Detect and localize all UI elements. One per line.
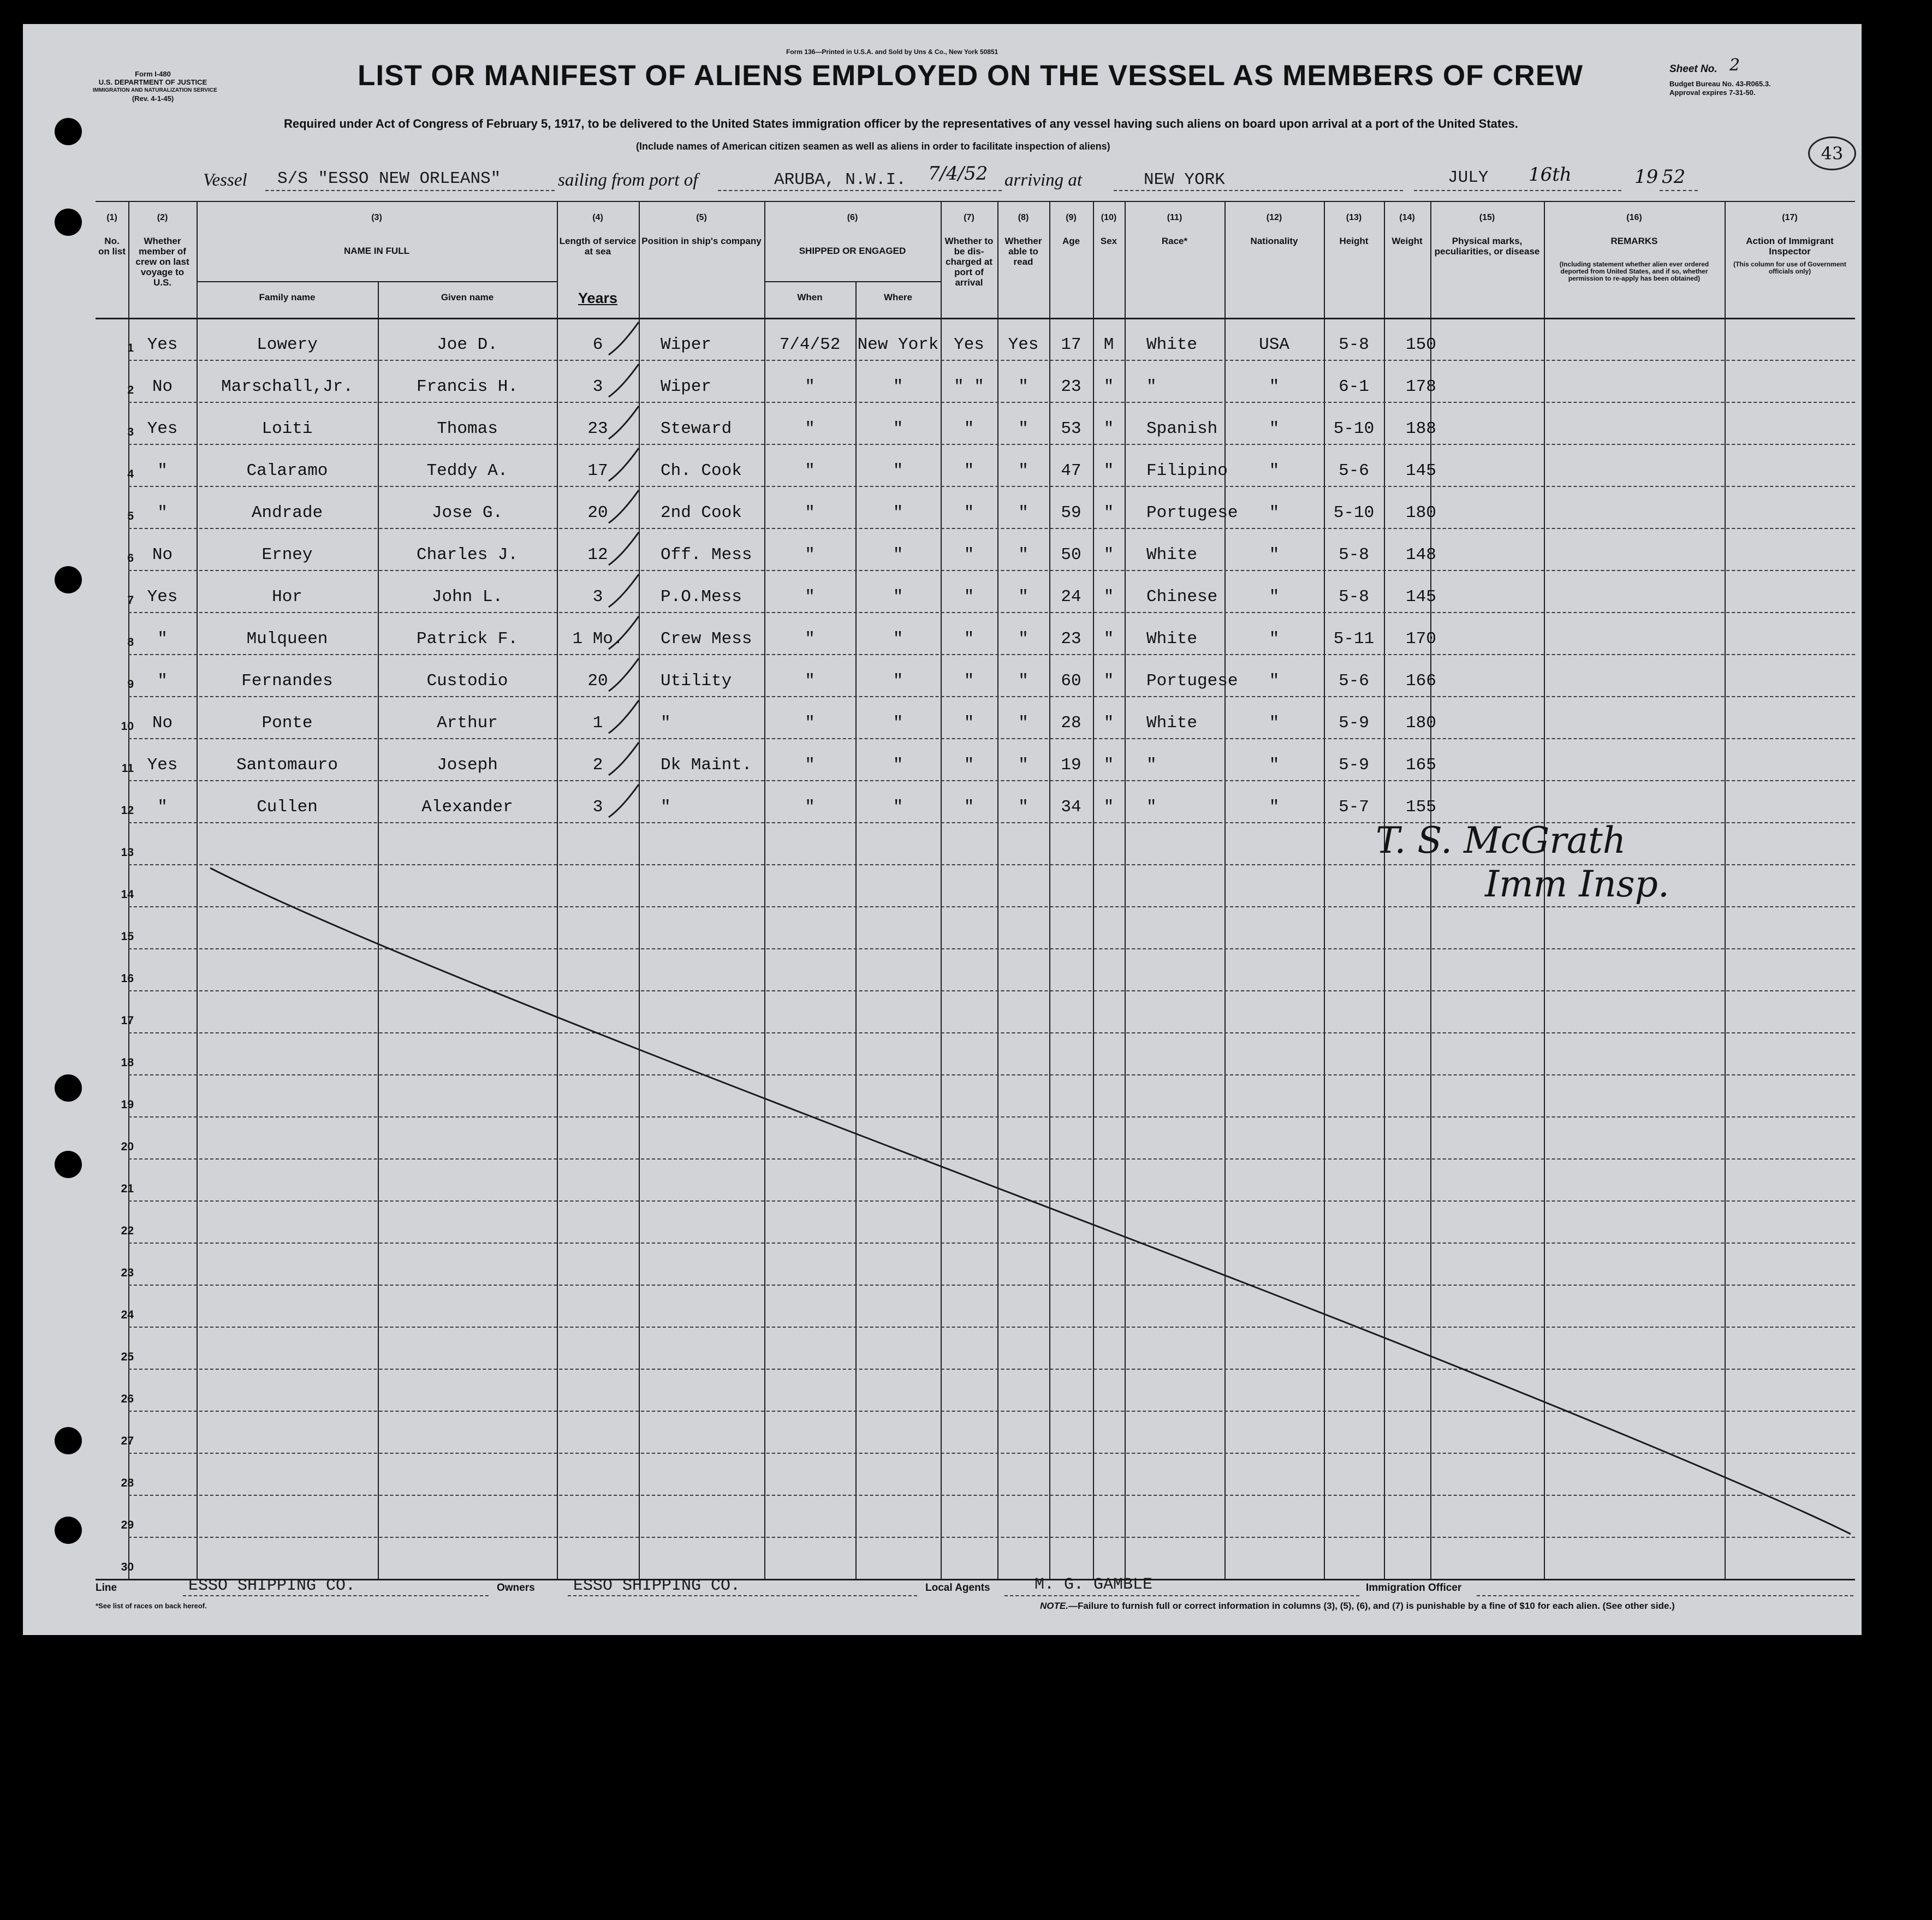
cell-height: 5-9 [1339, 756, 1369, 775]
cell-read: " [1018, 377, 1029, 396]
cell-sex: " [1103, 461, 1114, 480]
column-header: NAME IN FULL [344, 246, 409, 256]
cell-prev: Yes [147, 419, 178, 438]
row-number: 15 [121, 930, 134, 943]
column-note: (This column for use of Government officials only) [1733, 260, 1846, 275]
cell-height: 5-9 [1339, 714, 1369, 733]
cell-service: 6 [592, 335, 603, 354]
cell-weight: 145 [1406, 461, 1436, 480]
cell-read: " [1018, 503, 1029, 522]
cell-prev: No [152, 377, 173, 396]
cell-given: Joseph [437, 756, 498, 775]
cell-given: Alexander [421, 798, 513, 817]
column-header: Length of service at sea [559, 236, 637, 257]
cell-read: Yes [1008, 335, 1039, 354]
cell-where: " [893, 671, 903, 691]
cell-discharged: " " [954, 377, 984, 396]
page-title: LIST OR MANIFEST OF ALIENS EMPLOYED ON THE VESSEL AS MEMBERS OF CREW [358, 60, 1584, 92]
cell-age: 28 [1061, 714, 1081, 733]
cell-position: " [661, 714, 671, 733]
cell-where: " [893, 714, 903, 733]
row-number: 4 [127, 468, 134, 480]
row-number: 17 [121, 1014, 134, 1027]
cell-when: " [805, 714, 815, 733]
row-number: 23 [121, 1267, 134, 1279]
row-number: 29 [121, 1519, 134, 1531]
cell-nationality: " [1269, 461, 1280, 480]
cell-position: P.O.Mess [661, 587, 742, 607]
cell-age: 19 [1061, 756, 1081, 775]
row-number: 5 [127, 510, 134, 522]
blank-line [183, 1595, 489, 1596]
cell-service: 12 [587, 545, 608, 564]
column-header: Sex [1100, 236, 1117, 246]
column-header: Race* [1161, 236, 1188, 246]
cell-discharged: Yes [954, 335, 984, 354]
cell-race: " [1146, 756, 1157, 775]
revision: (Rev. 4-1-45) [132, 94, 174, 103]
cell-family: Mulqueen [246, 629, 328, 649]
cell-race: Filipino [1146, 461, 1228, 480]
column-number: (5) [696, 213, 707, 222]
cell-weight: 170 [1406, 629, 1436, 649]
column-header: No. on list [98, 236, 126, 257]
row-number: 25 [121, 1351, 134, 1363]
cell-prev: No [152, 714, 173, 733]
owners-label: Owners [497, 1582, 535, 1594]
column-number: (7) [964, 213, 974, 222]
races-note: *See list of races on back hereof. [96, 1602, 207, 1610]
cell-prev: Yes [147, 335, 178, 354]
cell-position: Ch. Cook [661, 461, 742, 480]
column-header: Height [1339, 236, 1369, 246]
year-prefix: 19 [1634, 166, 1658, 188]
cell-nationality: " [1269, 503, 1280, 522]
cell-weight: 166 [1406, 671, 1436, 691]
cell-family: Marschall,Jr. [221, 377, 353, 396]
cell-height: 5-7 [1339, 798, 1369, 817]
column-subheader: When [797, 292, 823, 302]
arrival-day: 16th [1529, 164, 1572, 186]
cell-nationality: " [1269, 798, 1280, 817]
cell-when: " [805, 671, 815, 691]
column-number: (4) [592, 213, 603, 222]
cell-age: 47 [1061, 461, 1081, 480]
approval-expiry: Approval expires 7-31-50. [1669, 88, 1756, 97]
cell-prev: " [157, 503, 168, 522]
cell-weight: 165 [1406, 756, 1436, 775]
cell-prev: Yes [147, 756, 178, 775]
cell-weight: 145 [1406, 587, 1436, 607]
cell-given: Teddy A. [426, 461, 508, 480]
cell-sex: M [1103, 335, 1114, 354]
column-number: (3) [371, 213, 382, 222]
cell-height: 6-1 [1339, 377, 1369, 396]
cell-service: 20 [587, 671, 608, 691]
column-number: (9) [1066, 213, 1077, 222]
cell-position: Dk Maint. [661, 756, 752, 775]
blank-line [1004, 1595, 1359, 1596]
cell-given: Thomas [437, 419, 498, 438]
cell-sex: " [1103, 714, 1114, 733]
cell-race: " [1146, 798, 1157, 817]
row-number: 28 [121, 1477, 134, 1489]
blank-line [1477, 1595, 1853, 1596]
cell-height: 5-8 [1339, 545, 1369, 564]
row-number: 21 [121, 1182, 134, 1195]
column-header: Whether member of crew on last voyage to U.S. [135, 236, 189, 288]
cell-discharged: " [964, 671, 974, 691]
cell-sex: " [1103, 419, 1114, 438]
cell-position: Wiper [661, 335, 712, 354]
cell-family: Lowery [257, 335, 318, 354]
cell-weight: 148 [1406, 545, 1436, 564]
fine-note [1040, 1601, 1675, 1612]
signature-name: T. S. McGrath [1376, 819, 1626, 861]
departure-port: ARUBA, N.W.I. [774, 170, 906, 189]
cell-sex: " [1103, 587, 1114, 607]
cell-service: 1 Mo. [572, 629, 623, 649]
cell-read: " [1018, 419, 1029, 438]
row-number: 22 [121, 1224, 134, 1237]
cell-family: Cullen [257, 798, 318, 817]
cell-where: " [893, 756, 903, 775]
cell-discharged: " [964, 545, 974, 564]
sailing-date: 7/4/52 [928, 163, 988, 185]
cell-family: Loiti [261, 419, 313, 438]
signature-title: Imm Insp. [1485, 863, 1669, 905]
column-header: REMARKS [1610, 236, 1658, 246]
cell-prev: " [157, 629, 168, 649]
cell-read: " [1018, 798, 1029, 817]
row-number: 16 [121, 972, 134, 985]
row-number: 10 [121, 720, 134, 733]
cell-weight: 155 [1406, 798, 1436, 817]
cell-race: Chinese [1146, 587, 1218, 607]
cell-position: Off. Mess [661, 545, 752, 564]
row-number: 8 [127, 636, 134, 649]
service: IMMIGRATION AND NATURALIZATION SERVICE [93, 87, 217, 93]
cell-nationality: " [1269, 671, 1280, 691]
cell-nationality: " [1269, 419, 1280, 438]
cell-given: Charles J. [416, 545, 519, 564]
cell-service: 3 [592, 798, 603, 817]
sheet-label: Sheet No. [1669, 63, 1717, 75]
row-number: 19 [121, 1098, 134, 1111]
subtitle: Required under Act of Congress of February 5, 1917, to be delivered to the United States immigration officer by the representatives of any vessel having such aliens on board upon arrival at a port of the United States. [284, 117, 1518, 130]
cell-read: " [1018, 714, 1029, 733]
row-number: 7 [127, 594, 134, 607]
cell-race: White [1146, 629, 1198, 649]
column-header: Age [1062, 236, 1080, 246]
row-number: 11 [121, 762, 134, 775]
cell-where: " [893, 377, 903, 396]
cell-family: Santomauro [236, 756, 338, 775]
cell-where: " [893, 461, 903, 480]
column-number: (1) [106, 213, 117, 222]
column-number: (11) [1167, 213, 1182, 222]
cell-nationality: " [1269, 756, 1280, 775]
cell-position: Steward [661, 419, 732, 438]
cell-prev: " [157, 798, 168, 817]
cell-race: White [1146, 335, 1198, 354]
cell-age: 23 [1061, 629, 1081, 649]
column-subheader: Family name [259, 292, 316, 302]
cell-given: Custodio [426, 671, 508, 691]
column-header: Whether to be dis-charged at port of arrival [944, 236, 994, 288]
department: U.S. DEPARTMENT OF JUSTICE [98, 78, 207, 86]
cell-when: " [805, 756, 815, 775]
cell-prev: Yes [147, 587, 178, 607]
see-other-side: (See other side.) [1602, 1601, 1675, 1611]
arrival-month: JULY [1448, 168, 1489, 187]
cell-family: Ponte [261, 714, 313, 733]
cell-family: Fernandes [241, 671, 333, 691]
column-header: Weight [1392, 236, 1423, 246]
cell-given: John L. [431, 587, 503, 607]
cell-read: " [1018, 545, 1029, 564]
cell-nationality: " [1269, 587, 1280, 607]
cell-discharged: " [964, 587, 974, 607]
cell-sex: " [1103, 503, 1114, 522]
cell-service: 2 [592, 756, 603, 775]
cell-nationality: " [1269, 545, 1280, 564]
cell-race: Spanish [1146, 419, 1218, 438]
cell-when: " [805, 503, 815, 522]
note-label: NOTE. [1040, 1601, 1068, 1611]
cell-read: " [1018, 629, 1029, 649]
officer-label: Immigration Officer [1366, 1582, 1462, 1594]
cell-age: 53 [1061, 419, 1081, 438]
cell-when: " [805, 419, 815, 438]
cell-when: " [805, 798, 815, 817]
cell-nationality: " [1269, 629, 1280, 649]
arriving-label: arriving at [1004, 170, 1083, 190]
arrival-year: 52 [1662, 166, 1686, 188]
column-header: Physical marks, peculiarities, or disease [1434, 236, 1540, 257]
cell-where: " [893, 629, 903, 649]
cell-when: " [805, 545, 815, 564]
sheet-number: 2 [1729, 56, 1740, 75]
vessel-label: Vessel [203, 170, 247, 190]
cell-weight: 180 [1406, 503, 1436, 522]
cell-family: Erney [261, 545, 313, 564]
cell-race: White [1146, 714, 1198, 733]
cell-sex: " [1103, 671, 1114, 691]
row-number: 3 [127, 426, 134, 438]
cell-given: Francis H. [416, 377, 519, 396]
column-header: Nationality [1250, 236, 1298, 246]
agents-label: Local Agents [925, 1582, 990, 1594]
cell-given: Arthur [437, 714, 498, 733]
cell-discharged: " [964, 503, 974, 522]
cell-read: " [1018, 756, 1029, 775]
line-label: Line [96, 1582, 117, 1594]
row-number: 6 [127, 552, 134, 564]
cell-sex: " [1103, 798, 1114, 817]
row-number: 13 [121, 846, 134, 859]
cell-when: " [805, 587, 815, 607]
row-number: 30 [121, 1561, 134, 1573]
cell-race: Portugese [1146, 503, 1238, 522]
cell-age: 24 [1061, 587, 1081, 607]
column-header: Whether able to read [1004, 236, 1042, 267]
vessel-name: S/S "ESSO NEW ORLEANS" [277, 169, 501, 188]
cell-family: Andrade [251, 503, 323, 522]
cell-service: 1 [592, 714, 603, 733]
cell-where: " [893, 419, 903, 438]
cell-position: " [661, 798, 671, 817]
column-number: (14) [1399, 213, 1415, 222]
cell-position: Crew Mess [661, 629, 752, 649]
agents-value: M. G. GAMBLE [1035, 1576, 1153, 1594]
cell-height: 5-10 [1333, 503, 1375, 522]
cell-where: " [893, 587, 903, 607]
cell-where: " [893, 503, 903, 522]
cell-where: " [893, 545, 903, 564]
row-number: 9 [127, 678, 134, 691]
blank-line [568, 1595, 917, 1596]
cell-age: 23 [1061, 377, 1081, 396]
cell-position: Utility [661, 671, 732, 691]
owners-value: ESSO SHIPPING CO. [573, 1577, 741, 1595]
arrival-port: NEW YORK [1144, 170, 1225, 189]
cell-height: 5-6 [1339, 671, 1369, 691]
inspector-signature [1376, 819, 1669, 906]
cell-age: 60 [1061, 671, 1081, 691]
cell-height: 5-8 [1339, 335, 1369, 354]
cell-sex: " [1103, 756, 1114, 775]
sailing-label: sailing from port of [558, 170, 698, 190]
form-number: Form I-480 [135, 70, 171, 78]
cell-weight: 188 [1406, 419, 1436, 438]
cell-age: 50 [1061, 545, 1081, 564]
cell-discharged: " [964, 798, 974, 817]
cell-family: Hor [272, 587, 302, 607]
line-value: ESSO SHIPPING CO. [188, 1577, 356, 1595]
cell-read: " [1018, 671, 1029, 691]
cell-discharged: " [964, 461, 974, 480]
cell-nationality: " [1269, 714, 1280, 733]
cell-discharged: " [964, 419, 974, 438]
cell-sex: " [1103, 377, 1114, 396]
note-text: —Failure to furnish full or correct information in columns (3), (5), (6), and (7) is punishable by a fine of $10 for each alien. [1068, 1601, 1600, 1611]
service-unit: Years [578, 290, 618, 306]
cell-position: 2nd Cook [661, 503, 742, 522]
cell-service: 17 [587, 461, 608, 480]
cell-where: " [893, 798, 903, 817]
row-number: 26 [121, 1393, 134, 1405]
row-number: 27 [121, 1435, 134, 1447]
cell-weight: 180 [1406, 714, 1436, 733]
row-number: 12 [121, 804, 134, 817]
column-header: SHIPPED OR ENGAGED [799, 246, 906, 256]
column-number: (6) [847, 213, 858, 222]
cell-weight: 150 [1406, 335, 1436, 354]
row-number: 2 [127, 384, 134, 396]
page-stamp: 43 [1808, 136, 1856, 170]
row-number: 24 [121, 1309, 134, 1321]
cancel-line [210, 868, 1851, 1534]
cell-read: " [1018, 587, 1029, 607]
cell-weight: 178 [1406, 377, 1436, 396]
cell-given: Jose G. [431, 503, 503, 522]
cell-height: 5-8 [1339, 587, 1369, 607]
cell-prev: " [157, 671, 168, 691]
cell-read: " [1018, 461, 1029, 480]
include-note: (Include names of American citizen seamen as well as aliens in order to facilitate inspection of aliens) [636, 141, 1110, 152]
cell-service: 23 [587, 419, 608, 438]
column-note: (Including statement whether alien ever ordered deported from United States, and if so, whether permission to re-apply has been obtained) [1559, 260, 1709, 282]
cell-discharged: " [964, 756, 974, 775]
cell-family: Calaramo [246, 461, 328, 480]
cell-service: 20 [587, 503, 608, 522]
row-number: 18 [121, 1056, 134, 1069]
cell-sex: " [1103, 545, 1114, 564]
row-number: 20 [121, 1140, 134, 1153]
cell-discharged: " [964, 629, 974, 649]
cell-when: " [805, 377, 815, 396]
column-number: (10) [1101, 213, 1117, 222]
cell-height: 5-6 [1339, 461, 1369, 480]
cell-race: Portugese [1146, 671, 1238, 691]
cell-nationality: USA [1259, 335, 1289, 354]
row-number: 14 [121, 888, 134, 901]
cell-age: 17 [1061, 335, 1081, 354]
column-header: Position in ship's company [641, 236, 762, 246]
cell-where: New York [857, 335, 939, 354]
cell-service: 3 [592, 377, 603, 396]
column-number: (2) [157, 213, 168, 222]
cell-race: " [1146, 377, 1157, 396]
cell-height: 5-10 [1333, 419, 1375, 438]
budget-number: Budget Bureau No. 43-R065.3. [1669, 80, 1771, 88]
column-number: (8) [1018, 213, 1029, 222]
column-subheader: Where [884, 292, 912, 302]
cell-prev: No [152, 545, 173, 564]
column-number: (15) [1479, 213, 1495, 222]
cell-given: Joe D. [437, 335, 498, 354]
cell-given: Patrick F. [416, 629, 519, 649]
cell-discharged: " [964, 714, 974, 733]
cell-sex: " [1103, 629, 1114, 649]
column-number: (13) [1346, 213, 1362, 222]
column-number: (17) [1782, 213, 1798, 222]
row-number: 1 [127, 342, 134, 354]
cell-race: White [1146, 545, 1198, 564]
column-number: (12) [1266, 213, 1282, 222]
cell-age: 34 [1061, 798, 1081, 817]
printer-line: Form 136—Printed in U.S.A. and Sold by Uns & Co., New York 50851 [786, 48, 998, 56]
column-header: Action of Immigrant Inspector [1746, 236, 1834, 257]
cell-service: 3 [592, 587, 603, 607]
cell-height: 5-11 [1333, 629, 1375, 649]
cell-position: Wiper [661, 377, 712, 396]
cell-age: 59 [1061, 503, 1081, 522]
column-number: (16) [1626, 213, 1642, 222]
cell-when: 7/4/52 [779, 335, 841, 354]
cell-when: " [805, 461, 815, 480]
cell-prev: " [157, 461, 168, 480]
cell-when: " [805, 629, 815, 649]
cell-nationality: " [1269, 377, 1280, 396]
column-subheader: Given name [441, 292, 494, 302]
